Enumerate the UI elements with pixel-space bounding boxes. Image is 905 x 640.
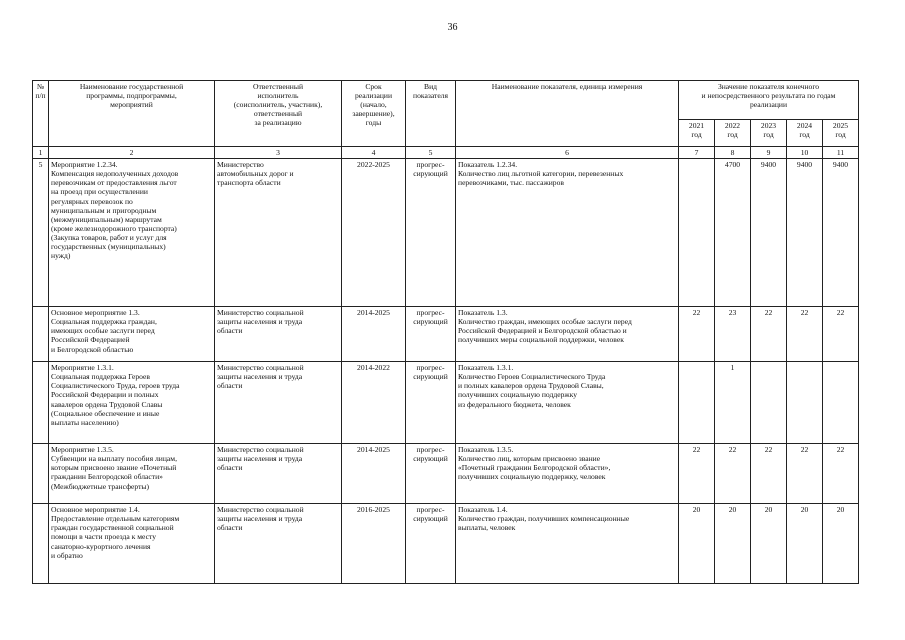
value-2022: 22 [715,444,751,504]
table-row [33,159,859,307]
row-number: 5 [33,159,49,307]
indicator-kind: прогрес- сирующий [406,444,456,504]
table-row [33,307,859,362]
table-row [33,444,859,504]
executor: Министерство социальной защиты населения и труда области [215,362,342,444]
value-2022: 20 [715,504,751,584]
value-2023: 9400 [751,159,787,307]
value-2024: 9400 [787,159,823,307]
value-2025: 20 [823,504,859,584]
value-2024 [787,362,823,444]
value-2023: 22 [751,307,787,362]
header-number: № п/п [33,81,49,147]
value-2025: 9400 [823,159,859,307]
value-2023: 20 [751,504,787,584]
measure-name: Мероприятие 1.3.1. Социальная поддержка Героев Социалистического Труда, героев труда Российской Федерации и полных кавалеров ордена Трудовой Славы (Социальное обеспечение и иные выплаты населению) [49,362,215,444]
column-number: 11 [823,147,859,159]
header-year-2024: 2024 год [787,120,823,147]
measure-name: Основное мероприятие 1.4. Предоставление отдельным категориям граждан государственной социальной помощи в части проезда к месту санаторно-курортного лечения и обратно [49,504,215,584]
value-2023 [751,362,787,444]
header-program-name: Наименование государственной программы, подпрограммы, мероприятий [49,81,215,147]
value-2022: 23 [715,307,751,362]
column-number: 7 [679,147,715,159]
value-2021: 22 [679,444,715,504]
page-number: 36 [447,22,458,33]
column-number: 2 [49,147,215,159]
executor: Министерство социальной защиты населения и труда области [215,444,342,504]
executor: Министерство автомобильных дорог и транспорта области [215,159,342,307]
value-2021 [679,159,715,307]
row-number [33,307,49,362]
header-values: Значение показателя конечного и непосредственного результата по годам реализации [679,81,859,120]
table-row [33,504,859,584]
value-2023: 22 [751,444,787,504]
indicator-name: Показатель 1.4. Количество граждан, получивших компенсационные выплаты, человек [456,504,679,584]
value-2024: 22 [787,444,823,504]
header-year-2025: 2025 год [823,120,859,147]
term: 2022-2025 [342,159,406,307]
column-number: 9 [751,147,787,159]
program-table [32,80,859,584]
term: 2014-2025 [342,307,406,362]
header-executor: Ответственный исполнитель (соисполнитель, участник), ответственный за реализацию [215,81,342,147]
value-2024: 20 [787,504,823,584]
measure-name: Основное мероприятие 1.3. Социальная поддержка граждан, имеющих особые заслуги перед Российской Федерацией и Белгородской областью [49,307,215,362]
header-indicator-name: Наименование показателя, единица измерения [456,81,679,147]
header-term: Срок реализации (начало, завершение), годы [342,81,406,147]
value-2022: 1 [715,362,751,444]
value-2022: 4700 [715,159,751,307]
column-numbers-row [33,147,859,159]
indicator-kind: прогрес- сирующий [406,504,456,584]
indicator-kind: прогрес- сирующий [406,362,456,444]
value-2025: 22 [823,307,859,362]
indicator-kind: прогрес- сирующий [406,307,456,362]
header-year-2022: 2022 год [715,120,751,147]
indicator-name: Показатель 1.3. Количество граждан, имеющих особые заслуги перед Российской Федерацией и Белгородской областью и получивших меры социальной поддержки, человек [456,307,679,362]
table-row [33,362,859,444]
indicator-kind: прогрес- сирующий [406,159,456,307]
column-number: 1 [33,147,49,159]
value-2021: 20 [679,504,715,584]
value-2025 [823,362,859,444]
column-number: 5 [406,147,456,159]
indicator-name: Показатель 1.3.5. Количество лиц, которым присвоено звание «Почетный гражданин Белгородской области», получивших социальную поддержку, человек [456,444,679,504]
executor: Министерство социальной защиты населения и труда области [215,307,342,362]
header-year-2021: 2021 год [679,120,715,147]
term: 2014-2022 [342,362,406,444]
indicator-name: Показатель 1.2.34. Количество лиц льготной категории, перевезенных перевозчиками, тыс. пассажиров [456,159,679,307]
term: 2014-2025 [342,444,406,504]
column-number: 3 [215,147,342,159]
measure-name: Мероприятие 1.2.34. Компенсация недополученных доходов перевозчикам от предоставления льгот на проезд при осуществлении регулярных перевозок по муниципальным и пригородным (межмуниципальным) маршрутам (кроме железнодорожного транспорта) (Закупка товаров, работ и услуг для государственных (муниципальных) нужд) [49,159,215,307]
indicator-name: Показатель 1.3.1. Количество Героев Социалистического Труда и полных кавалеров ордена Трудовой Славы, получивших социальную поддержку из федерального бюджета, человек [456,362,679,444]
executor: Министерство социальной защиты населения и труда области [215,504,342,584]
header-year-2023: 2023 год [751,120,787,147]
header-indicator-kind: Вид показателя [406,81,456,147]
row-number [33,362,49,444]
column-number: 10 [787,147,823,159]
value-2024: 22 [787,307,823,362]
value-2025: 22 [823,444,859,504]
measure-name: Мероприятие 1.3.5. Субвенции на выплату пособия лицам, которым присвоено звание «Почетный гражданин Белгородской области» (Межбюджетные трансферты) [49,444,215,504]
value-2021 [679,362,715,444]
column-number: 6 [456,147,679,159]
row-number [33,504,49,584]
row-number [33,444,49,504]
column-number: 4 [342,147,406,159]
header-row [33,81,859,120]
term: 2016-2025 [342,504,406,584]
value-2021: 22 [679,307,715,362]
column-number: 8 [715,147,751,159]
